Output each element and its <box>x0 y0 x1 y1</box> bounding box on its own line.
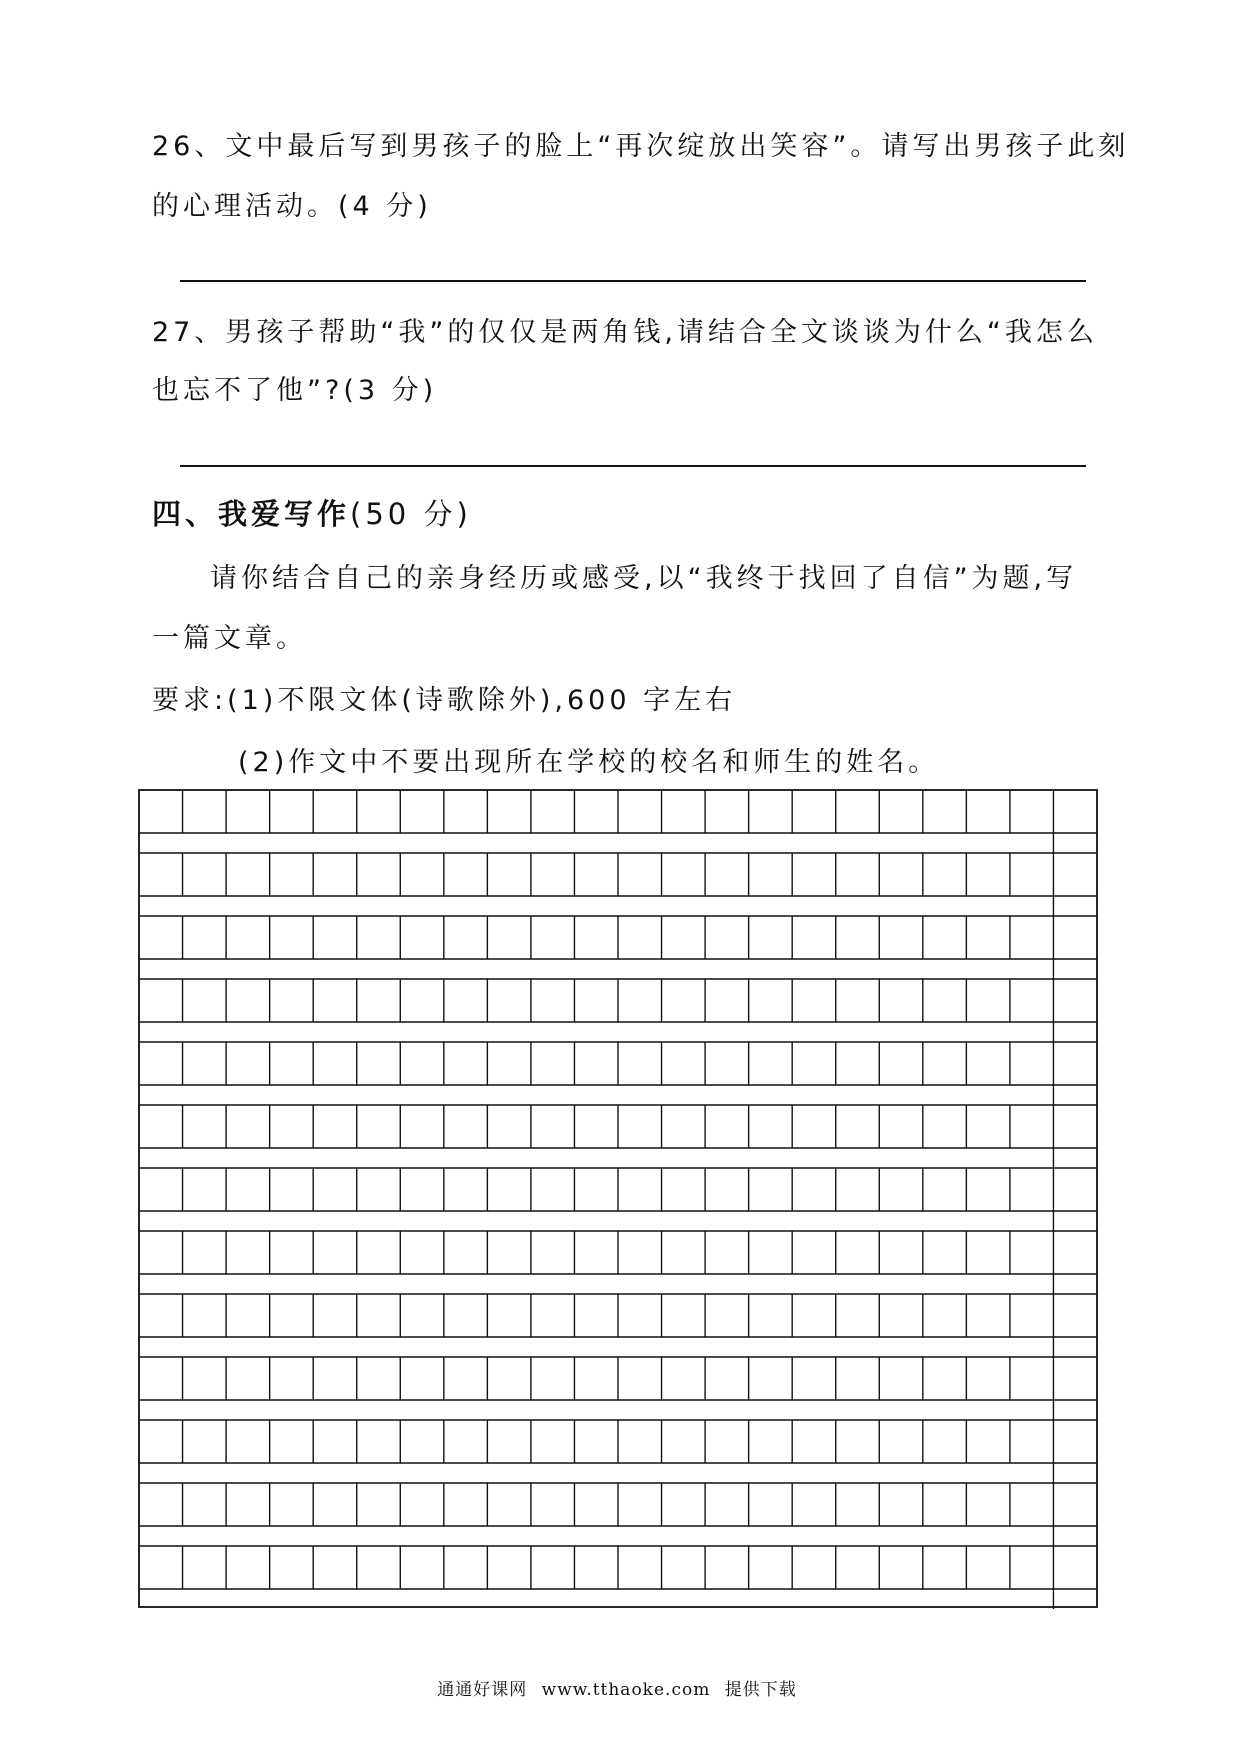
writing-requirement-1: 要求:(1)不限文体(诗歌除外),600 字左右 <box>152 685 737 716</box>
page-footer <box>0 1675 1234 1700</box>
footer-url[interactable]: www.tthaoke.com <box>541 1680 711 1700</box>
question-27-line-2: 也忘不了他”?(3 分) <box>152 375 438 406</box>
writing-score: (50 分) <box>350 497 472 531</box>
writing-title: 四、我爱写作 <box>152 497 351 531</box>
footer-site-name: 通通好课网 <box>437 1680 528 1700</box>
writing-prompt-line-1: 请你结合自己的亲身经历或感受,以“我终于找回了自信”为题,写 <box>210 563 1078 594</box>
question-26-line-2: 的心理活动。(4 分) <box>152 191 432 222</box>
question-27-line-1: 27、男孩子帮助“我”的仅仅是两角钱,请结合全文谈谈为什么“我怎么 <box>152 317 1098 348</box>
writing-prompt-line-2: 一篇文章。 <box>152 623 307 654</box>
footer-note: 提供下载 <box>724 1680 797 1700</box>
question-26-line-1: 26、文中最后写到男孩子的脸上“再次绽放出笑容”。请写出男孩子此刻 <box>152 131 1130 162</box>
writing-requirement-2: (2)作文中不要出现所在学校的校名和师生的姓名。 <box>238 747 940 778</box>
